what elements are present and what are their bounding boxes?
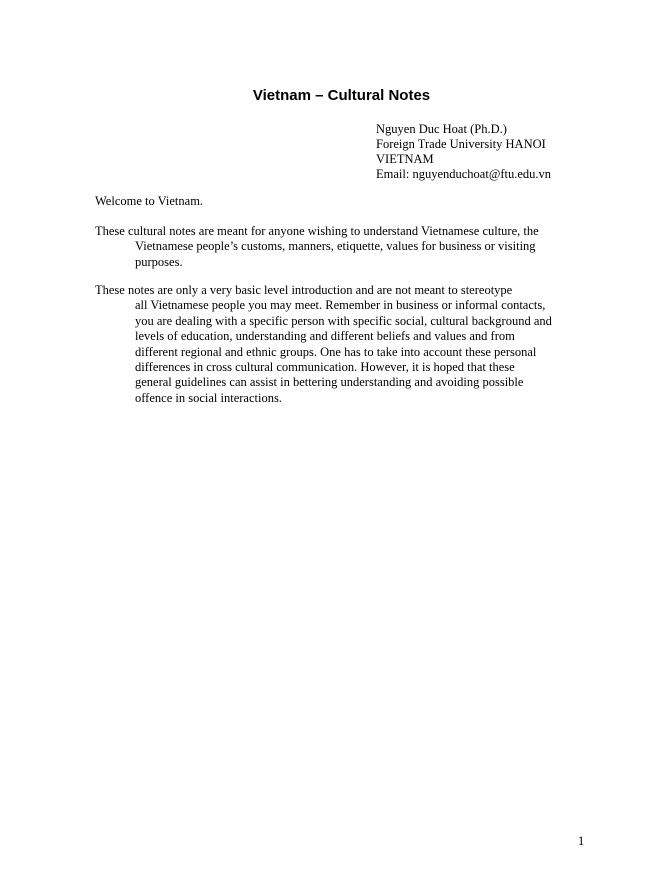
paragraph-line: different regional and ethnic groups. One has to take into account these personal: [135, 344, 537, 359]
paragraph-line: offence in social interactions.: [135, 390, 282, 405]
page-number: 1: [578, 834, 585, 848]
author-name: Nguyen Duc Hoat (Ph.D.): [376, 122, 507, 136]
author-block: [376, 122, 551, 182]
paragraph-line: all Vietnamese people you may meet. Remember in business or informal contacts,: [135, 298, 546, 313]
author-affiliation: Foreign Trade University HANOI: [376, 137, 546, 151]
paragraph-line: levels of education, understanding and different beliefs and values and from: [135, 329, 515, 344]
paragraph-line: purposes.: [135, 254, 183, 269]
author-country: VIETNAM: [376, 152, 434, 166]
paragraph-line: differences in cross cultural communication. However, it is hoped that these: [135, 360, 515, 375]
paragraph-line: These notes are only a very basic level introduction and are not meant to stereotype: [95, 283, 513, 297]
paragraph-line: These cultural notes are meant for anyone wishing to understand Vietnamese culture, the: [95, 224, 539, 238]
paragraph-line: general guidelines can assist in bettering understanding and avoiding possible: [135, 375, 524, 390]
paragraph-intro: [95, 224, 539, 270]
document-title: Vietnam – Cultural Notes: [252, 87, 431, 104]
paragraph-disclaimer: [95, 283, 552, 406]
welcome-text: Welcome to Vietnam.: [95, 194, 204, 208]
paragraph-line: Vietnamese people’s customs, manners, etiquette, values for business or visiting: [135, 239, 536, 254]
paragraph-line: you are dealing with a specific person with specific social, cultural background and: [135, 313, 552, 328]
author-email: Email: nguyenduchoat@ftu.edu.vn: [376, 167, 552, 181]
